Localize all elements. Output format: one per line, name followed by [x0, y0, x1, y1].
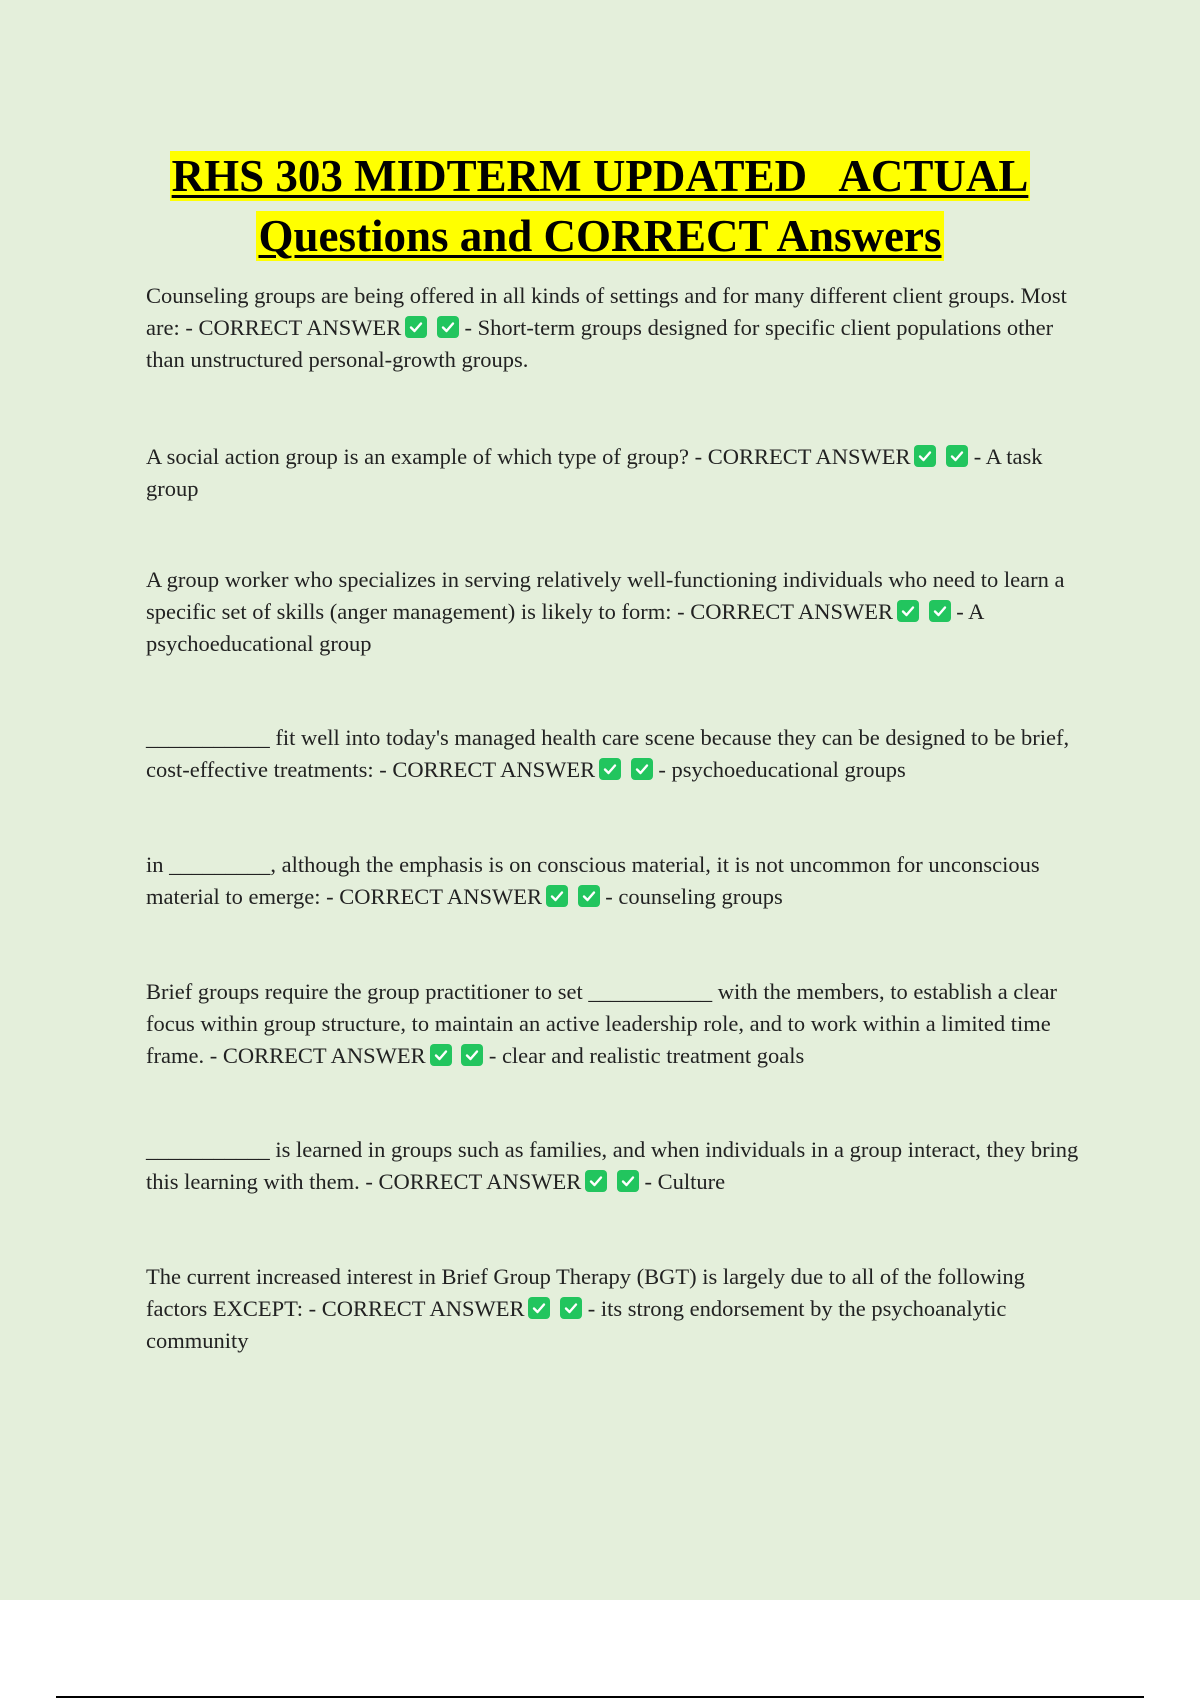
- question-text: A social action group is an example of which type of group? -: [146, 444, 708, 469]
- check-box-icon: [929, 600, 951, 622]
- title-line-2: Questions and CORRECT Answers: [258, 211, 942, 261]
- check-box-icon: [631, 758, 653, 780]
- check-box-icon: [946, 445, 968, 467]
- qa-item-6: [146, 976, 1086, 1072]
- check-box-icon: [546, 885, 568, 907]
- question-text: Counseling groups are being offered in all kinds of settings and for many different client groups. Most are: -: [146, 283, 1067, 340]
- correct-answer-label: CORRECT ANSWER: [198, 315, 402, 340]
- question-text: in _________, although the emphasis is on conscious material, it is not uncommon for unconscious material to emerge: -: [146, 852, 1040, 909]
- check-box-icon: [914, 445, 936, 467]
- qa-item-1: [146, 280, 1086, 376]
- question-text: Brief groups require the group practitioner to set ___________ with the members, to establish a clear focus within group structure, to maintain an active leadership role, and to work within a limited time frame. -: [146, 979, 1058, 1068]
- check-box-icon: [578, 885, 600, 907]
- qa-item-2: [146, 441, 1086, 505]
- answer-text: - Short-term groups designed for specific client populations other than unstructured personal-growth groups.: [146, 315, 1054, 372]
- question-text: The current increased interest in Brief Group Therapy (BGT) is largely due to all of the following factors EXCEPT: -: [146, 1264, 1025, 1321]
- check-box-icon: [617, 1170, 639, 1192]
- qa-item-5: [146, 849, 1086, 913]
- check-box-icon: [405, 316, 427, 338]
- check-box-icon: [585, 1170, 607, 1192]
- correct-answer-label: CORRECT ANSWER: [222, 1043, 426, 1068]
- check-box-icon: [430, 1044, 452, 1066]
- title-line-1: RHS 303 MIDTERM UPDATED ACTUAL: [171, 151, 1029, 201]
- answer-text: - counseling groups: [605, 884, 783, 909]
- check-box-icon: [599, 758, 621, 780]
- answer-text: - A task group: [146, 444, 1043, 501]
- document-title: [0, 146, 1200, 266]
- question-text: ___________ fit well into today's managed health care scene because they can be designed to be brief, cost-effective treatments: -: [146, 725, 1070, 782]
- footer-divider: [56, 1696, 1144, 1698]
- qa-item-4: [146, 722, 1086, 786]
- answer-text: - its strong endorsement by the psychoanalytic community: [146, 1296, 1007, 1353]
- check-box-icon: [897, 600, 919, 622]
- check-box-icon: [560, 1297, 582, 1319]
- correct-answer-label: CORRECT ANSWER: [690, 599, 893, 624]
- question-text: ___________ is learned in groups such as families, and when individuals in a group interact, they bring this learning with them. -: [146, 1137, 1079, 1194]
- question-text: A group worker who specializes in serving relatively well-functioning individuals who need to learn a specific set of skills (anger management) is likely to form: -: [146, 567, 1065, 624]
- check-box-icon: [437, 316, 459, 338]
- check-box-icon: [461, 1044, 483, 1066]
- answer-text: - psychoeducational groups: [658, 757, 906, 782]
- answer-text: - Culture: [644, 1169, 726, 1194]
- answer-text: - A psychoeducational group: [146, 599, 984, 656]
- correct-answer-label: CORRECT ANSWER: [321, 1296, 525, 1321]
- correct-answer-label: CORRECT ANSWER: [378, 1169, 582, 1194]
- correct-answer-label: CORRECT ANSWER: [707, 444, 911, 469]
- qa-item-7: [146, 1134, 1086, 1198]
- correct-answer-label: CORRECT ANSWER: [392, 757, 596, 782]
- check-box-icon: [528, 1297, 550, 1319]
- correct-answer-label: CORRECT ANSWER: [339, 884, 542, 909]
- qa-item-3: [146, 564, 1086, 660]
- answer-text: - clear and realistic treatment goals: [488, 1043, 805, 1068]
- qa-item-8: [146, 1261, 1086, 1357]
